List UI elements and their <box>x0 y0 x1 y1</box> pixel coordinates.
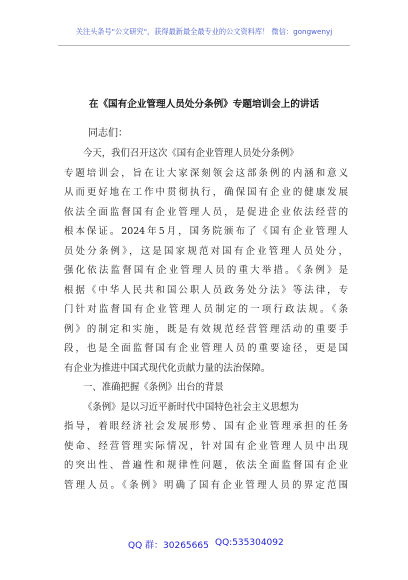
paragraph-line: 员处分条例》，这是国家规范对国有企业管理人员处分， <box>64 245 348 257</box>
paragraph-line: 的突出性、普遍性和规律性问题，依法全面监督国有企业 <box>64 460 348 471</box>
paragraph-line: 段，也是全面监督国有企业管理人员的重要途径，更是国 <box>64 343 348 354</box>
paragraph-line: 门针对监督国有企业管理人员制定的一项行政法规。《条 <box>64 304 348 315</box>
paragraph-line: 《条例》是以习近平新时代中国特色社会主义思想为 <box>83 401 299 413</box>
paragraph-line: 从而更好地在工作中贯彻执行，确保国有企业的健康发展 <box>64 187 348 198</box>
paragraph-line: 专题培训会，旨在让大家深刻领会这部条例的内涵和意义 <box>64 167 348 179</box>
salutation: 同志们： <box>88 128 128 139</box>
paragraph-line: 使命、经营管理实际情况，针对国有企业管理人员中出现 <box>64 440 348 452</box>
section-heading: 一、准确把握《条例》出台的背景 <box>83 382 224 393</box>
paragraph-line: 依法全面监督国有企业管理人员，是促进企业依法经营的 <box>64 206 348 218</box>
qq-number-link[interactable]: QQ:535304092 <box>215 538 284 548</box>
header-divider <box>58 45 350 46</box>
intro-paragraph <box>64 144 348 495</box>
paragraph-line: 今天，我们召开这次《国有企业管理人员处分条例》 <box>83 148 299 159</box>
paragraph-line: 根据《中华人民共和国公职人员政务处分法》等法律，专 <box>64 284 348 296</box>
paragraph-line: 有企业为推进中国式现代化贡献力量的法治保障。 <box>64 362 271 374</box>
paragraph-line: 强化依法监督国有企业管理人员的重大举措。《条例》是 <box>64 265 348 276</box>
header-banner: 关注头条号"公文研究"，获得最新最全最专业的公文资料库！ 微信：gongwenyj <box>75 27 333 36</box>
paragraph-line: 例》的制定和实施，既是有效规范经营管理活动的重要手 <box>64 323 348 335</box>
document-title: 在《国有企业管理人员处分条例》专题培训会上的讲话 <box>88 99 320 110</box>
paragraph-line: 指导，着眼经济社会发展形势、国有企业管理承担的任务 <box>64 421 348 432</box>
qq-group-link[interactable]: QQ 群：30265665 <box>128 541 209 551</box>
paragraph-line: 管理人员。《条例》明确了国有企业管理人员的界定范围 <box>64 479 348 491</box>
paragraph-line: 根本保证。2024年5月，国务院颁布了《国有企业管理人 <box>64 226 348 237</box>
